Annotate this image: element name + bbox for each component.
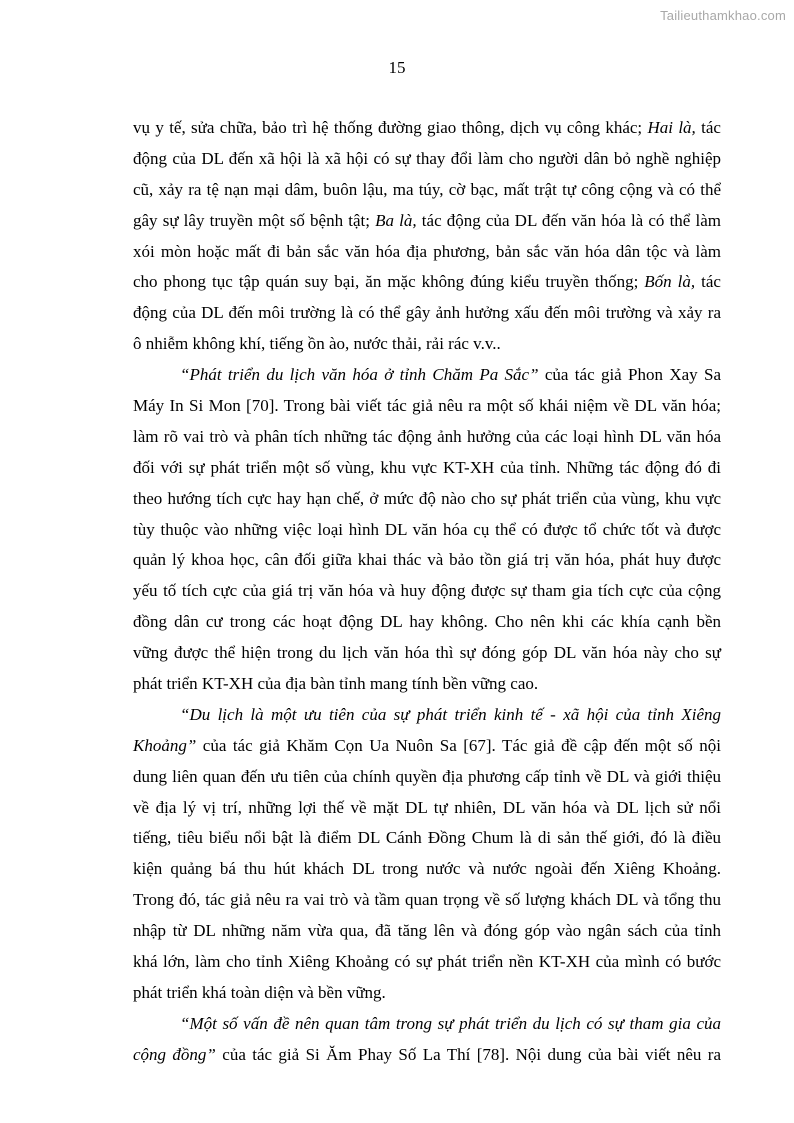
text-line <box>133 144 721 175</box>
text-line <box>133 329 721 360</box>
text-segment: của tác giả Si Ăm Phay Số La Thí [78]. Nội dung của bài viết nêu ra <box>215 1044 722 1064</box>
text-line <box>133 978 721 1009</box>
text-line <box>133 453 721 484</box>
text-segment: phát triển KT-XH của địa bàn tỉnh mang tính bền vững cao. <box>133 674 539 694</box>
italic-text: Khoảng” <box>133 735 197 755</box>
text-segment: vụ y tế, sửa chữa, bảo trì hệ thống đường giao thông, dịch vụ công khác; <box>133 118 648 137</box>
text-line <box>133 484 721 515</box>
text-segment: tác động của DL đến văn hóa là có thể làm <box>416 210 721 230</box>
text-line <box>133 823 721 854</box>
text-line <box>133 762 721 793</box>
text-segment: khá lớn, làm cho tỉnh Xiêng Khoảng có sự phát triển nền KT-XH của mình có bước <box>133 952 721 972</box>
text-segment: xói mòn hoặc mất đi bản sắc văn hóa địa phương, bản sắc văn hóa dân tộc và làm <box>133 241 721 261</box>
text-segment: cho phong tục tập quán suy bại, ăn mặc không đúng kiểu truyền thống; <box>133 272 645 292</box>
document-body <box>133 113 721 1071</box>
text-segment: Trong đó, tác giả nêu ra vai trò và tầm quan trọng về số lượng khách DL và tổng thu <box>133 890 721 910</box>
text-line <box>133 237 721 268</box>
text-line <box>133 731 721 762</box>
text-segment: động của DL đến xã hội là xã hội có sự thay đổi làm cho người dân bỏ nghề nghiệp <box>133 148 721 168</box>
text-segment: về địa lý vị trí, những lợi thế về mặt DL tự nhiên, DL văn hóa và DL lịch sử nổi <box>133 797 721 817</box>
text-line <box>133 885 721 916</box>
text-line <box>133 113 721 144</box>
text-line <box>133 669 721 700</box>
italic-text: cộng đồng” <box>133 1044 216 1064</box>
text-segment: ô nhiễm không khí, tiếng ồn ào, nước thải, rải rác v.v.. <box>133 334 501 354</box>
text-segment: gây sự lây truyền một số bệnh tật; <box>133 210 376 230</box>
text-segment: vững được thể hiện trong du lịch văn hóa thì sự đóng góp DL văn hóa này cho sự <box>133 643 721 663</box>
text-line <box>133 854 721 885</box>
text-segment: yếu tố tích cực của giá trị văn hóa và huy động được sự tham gia tích cực của cộng <box>133 581 721 601</box>
text-segment: phát triển khá toàn diện và bền vững. <box>133 982 386 1002</box>
text-segment: quản lý khoa học, cân đối giữa khai thác và bảo tồn giá trị văn hóa, phát huy được <box>133 550 721 570</box>
text-segment: làm rõ vai trò và phân tích những tác động ảnh hưởng của các loại hình DL văn hóa <box>133 426 721 446</box>
italic-text: Hai là, <box>647 118 696 137</box>
text-line <box>133 1040 721 1071</box>
italic-text: Bốn là, <box>644 272 696 292</box>
text-segment: của tác giả Khăm Cọn Ua Nuôn Sa [67]. Tác giả đề cập đến một số nội <box>196 735 721 755</box>
text-line <box>133 422 721 453</box>
text-line <box>133 515 721 546</box>
text-segment: Máy In Si Mon [70]. Trong bài viết tác giả nêu ra một số khái niệm về DL văn hóa; <box>133 396 721 416</box>
text-segment: cũ, xảy ra tệ nạn mại dâm, buôn lậu, ma túy, cờ bạc, mất trật tự công cộng và có thể <box>133 179 721 199</box>
text-line <box>133 206 721 237</box>
italic-text: “Một số vấn đề nên quan tâm trong sự phát triển du lịch có sự tham gia của <box>180 1013 721 1033</box>
italic-text: Ba là, <box>375 210 417 230</box>
page-number: 15 <box>388 58 406 77</box>
text-line <box>133 175 721 206</box>
text-segment: đồng dân cư trong các hoạt động DL hay không. Cho nên khi các khía cạnh bền <box>133 612 721 632</box>
text-segment: đối với sự phát triển một số vùng, khu vực KT-XH của tỉnh. Những tác động đó đi <box>133 457 721 477</box>
text-segment: dung liên quan đến ưu tiên của chính quyền địa phương cấp tỉnh về DL và giới thiệu <box>133 766 721 786</box>
text-line <box>133 576 721 607</box>
text-segment: tác <box>695 118 721 137</box>
text-line <box>133 391 721 422</box>
text-segment: tiếng, tiêu biểu nổi bật là điểm DL Cánh Đồng Chum là di sản thế giới, đó là điều <box>133 828 721 848</box>
text-line <box>133 298 721 329</box>
text-line <box>133 545 721 576</box>
text-line <box>133 638 721 669</box>
text-segment: kiện quảng bá thu hút khách DL trong nước và nước ngoài đến Xiêng Khoảng. <box>133 859 721 879</box>
text-segment: động của DL đến môi trường là có thể gây ảnh hưởng xấu đến môi trường và xảy ra <box>133 303 721 323</box>
text-line <box>133 916 721 947</box>
text-segment: của tác giả Phon Xay Sa <box>538 365 721 385</box>
text-line <box>133 360 721 391</box>
italic-text: “Du lịch là một ưu tiên của sự phát triển kinh tế - xã hội của tỉnh Xiêng <box>180 704 721 724</box>
text-line <box>133 607 721 638</box>
text-segment: tác <box>695 272 721 292</box>
watermark: Tailieuthamkhao.com <box>660 8 786 23</box>
text-segment: nhập từ DL những năm vừa qua, đã tăng lên và đóng góp vào ngân sách của tỉnh <box>133 921 721 941</box>
text-segment: theo hướng tích cực hay hạn chế, ở mức độ nào cho sự phát triển của vùng, khu vực <box>133 488 721 508</box>
text-line <box>133 793 721 824</box>
text-line <box>133 267 721 298</box>
italic-text: “Phát triển du lịch văn hóa ở tỉnh Chăm Pa Sắc” <box>180 365 539 385</box>
text-segment: tùy thuộc vào những việc loại hình DL văn hóa cụ thể có được tổ chức tốt và được <box>133 519 721 539</box>
text-line <box>133 1009 721 1040</box>
text-line <box>133 700 721 731</box>
text-line <box>133 947 721 978</box>
